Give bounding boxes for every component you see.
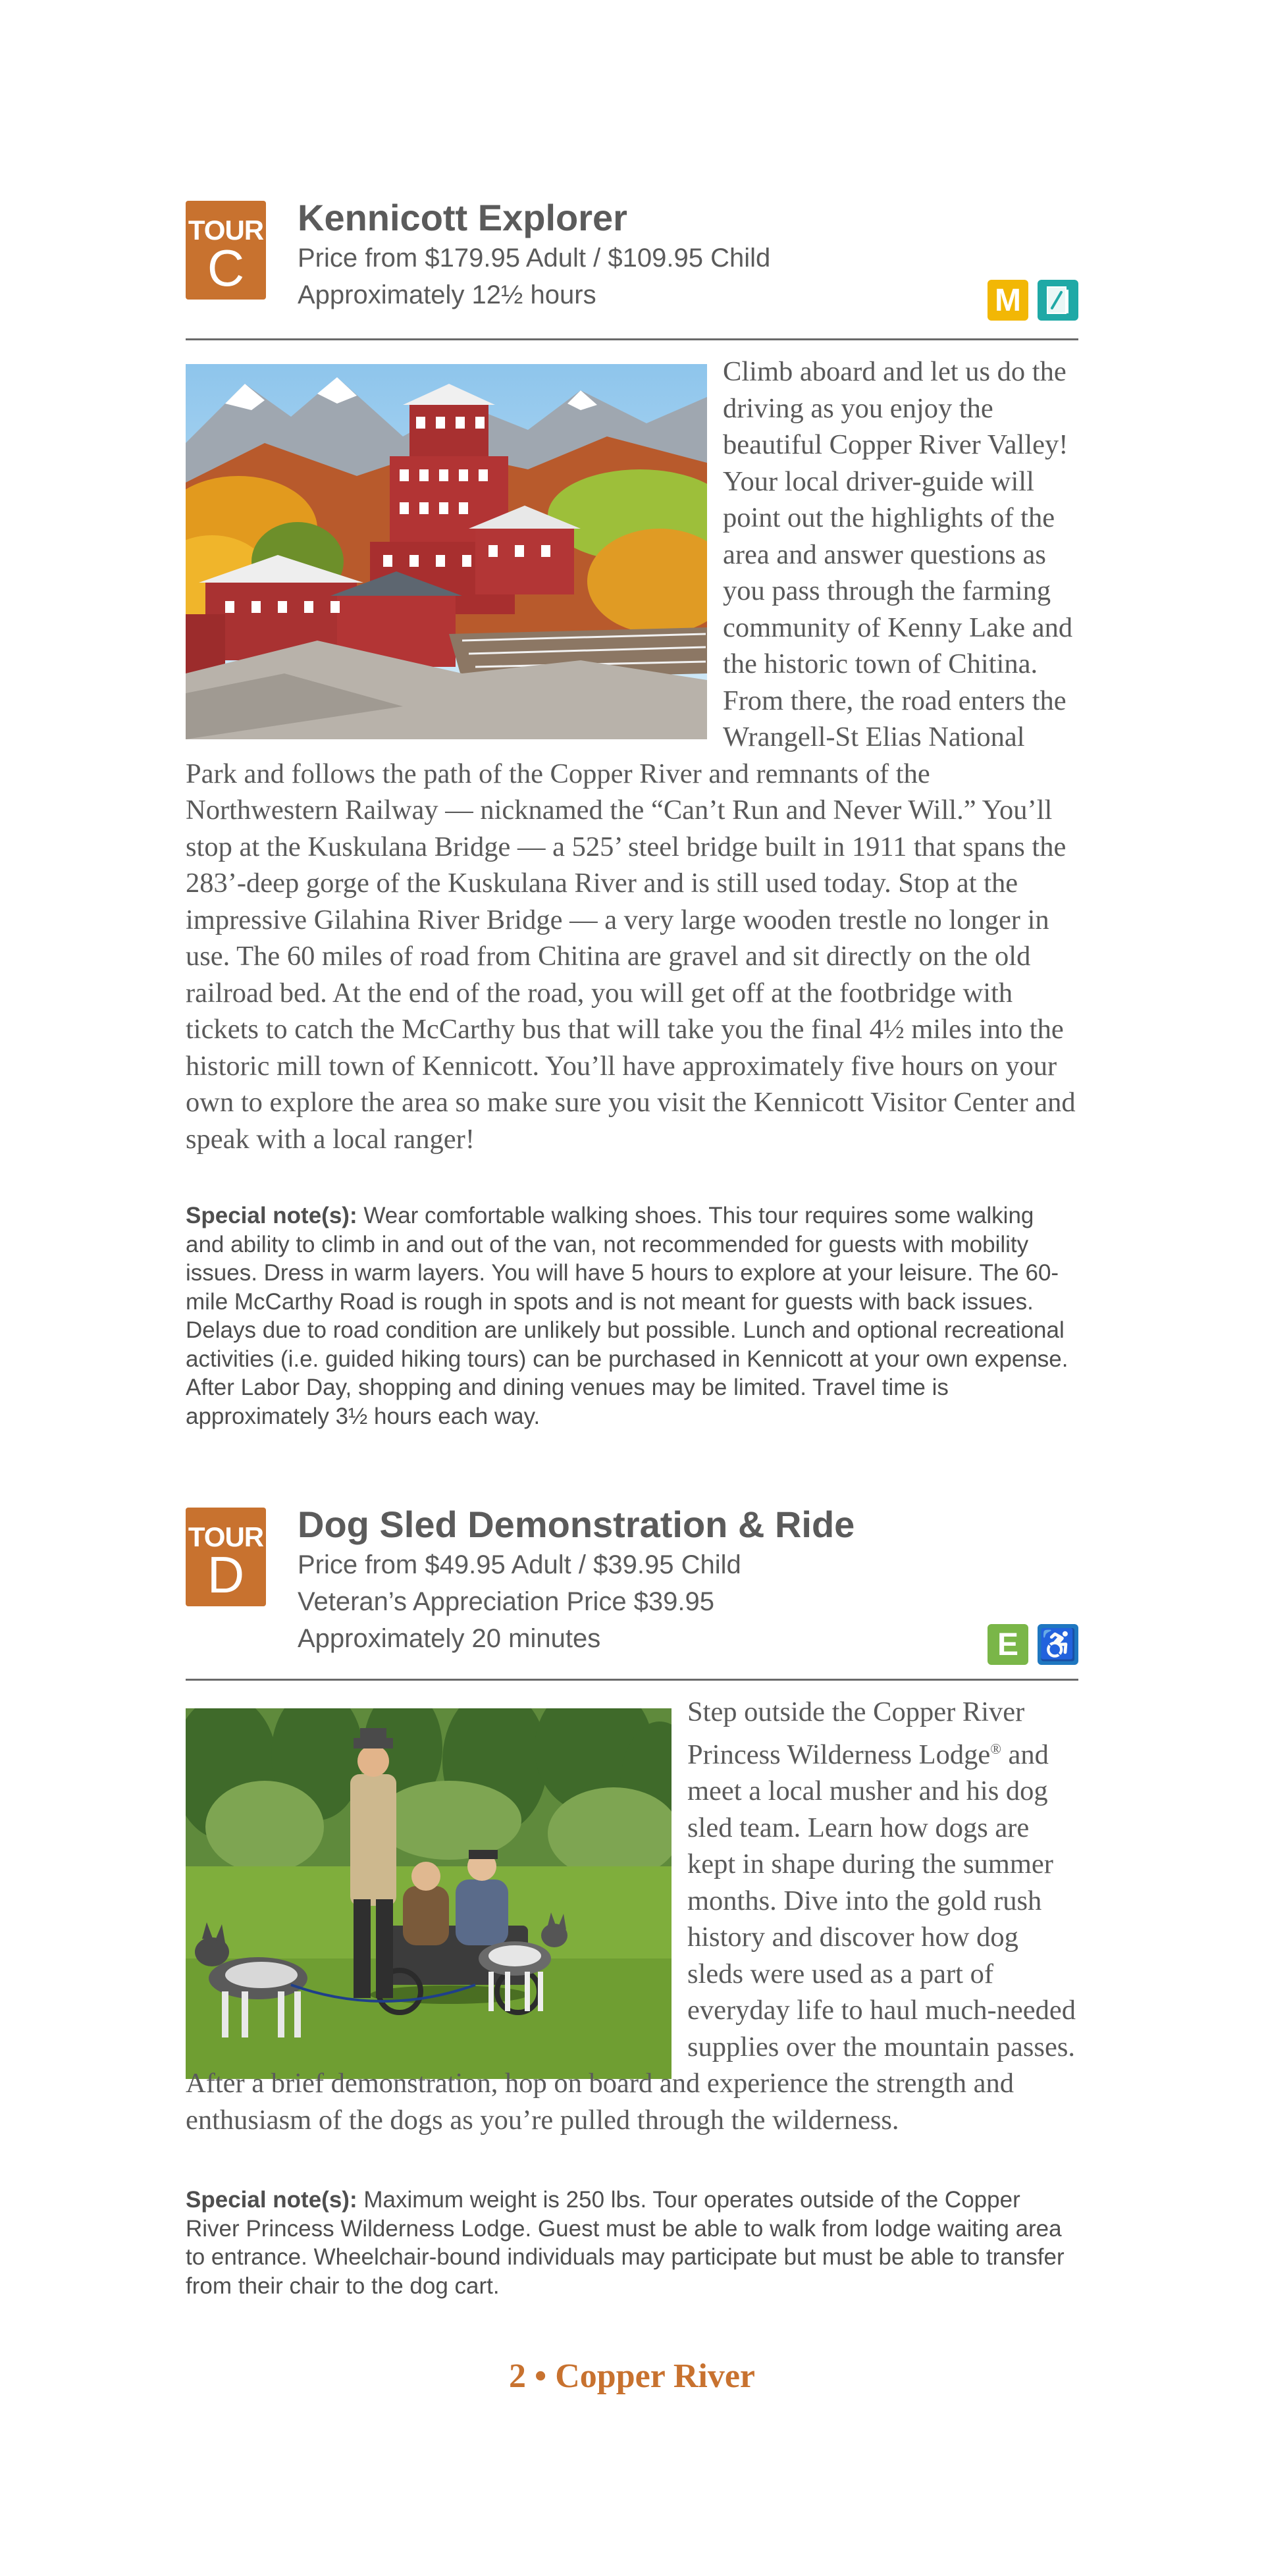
tour-d-description: Step outside the Copper River Princess Wilderness Lodge® and meet a local musher and his dog sled team. Learn how dogs are kept in shape during the summer months. Dive into the gold rush history and discover how dog sleds were used as a part of everyday life to haul much-needed supplies over the mountain passes. After a brief demonstration, hop on board and experience the strength and enthusiasm of the dogs as you’re pulled through the wilderness. — [186, 1696, 1076, 2136]
tour-d-special-notes — [186, 2186, 1078, 2300]
tour-veteran-price: Veteran’s Appreciation Price $39.95 — [298, 1587, 715, 1616]
note-label: Special note(s): — [186, 2187, 357, 2213]
meal-included-icon — [1038, 280, 1078, 321]
wheelchair-accessible-icon: ♿ — [1038, 1624, 1078, 1665]
tour-c-header — [298, 196, 770, 313]
meal-icon-glyph — [1043, 284, 1072, 316]
tour-d-icons — [988, 1624, 1078, 1665]
tour-c-divider — [186, 338, 1078, 340]
tour-word: TOUR — [188, 1521, 264, 1552]
registered-mark: ® — [990, 1740, 1001, 1757]
note-text: Maximum weight is 250 lbs. Tour operates outside of the Copper River Princess Wilderness Lodge. Guest must be able to walk from lodge waiting area to entrance. Wheelchair-bound individuals may participate but must be able to transfer from their chair to the dog cart. — [186, 2187, 1065, 2299]
tour-duration: Approximately 12½ hours — [298, 280, 596, 309]
tour-title: Kennicott Explorer — [298, 197, 627, 238]
footer-section-name: Copper River — [555, 2357, 755, 2395]
tour-title: Dog Sled Demonstration & Ride — [298, 1504, 855, 1545]
easy-activity-icon: E — [988, 1624, 1028, 1665]
page-footer — [0, 2357, 1264, 2396]
tour-letter: D — [207, 1546, 245, 1604]
tour-c-description: Climb aboard and let us do the driving as you enjoy the beautiful Copper River Valley! Your local driver-guide will point out the highlights of the area and answer questions as you pass through the farming community of Kenny Lake and the historic town of Chitina. From there, the road enters the Wrangell-St Elias National Park and follows the path of the Copper River and remnants of the Northwestern Railway — nicknamed the “Can’t Run and Never Will.” You’ll stop at the Kuskulana Bridge — a 525’ steel bridge built in 1911 that spans the 283’-deep gorge of the Kuskulana River and is still used today. Stop at the impressive Gilahina River Bridge — a very large wooden trestle no longer in use. The 60 miles of road from Chitina are gravel and sit directly on the old railroad bed. At the end of the road, you will get off at the footbridge with tickets to catch the McCarthy bus that will take you the final 4½ miles into the historic mill town of Kennicott. You’ll have approximately five hours on your own to explore the area so make sure you visit the Kennicott Visitor Center and speak with a local ranger! — [186, 356, 1076, 1155]
tour-price: Price from $179.95 Adult / $109.95 Child — [298, 244, 771, 273]
note-label: Special note(s): — [186, 1203, 357, 1228]
tour-c-badge — [186, 201, 266, 300]
tour-word: TOUR — [188, 215, 264, 246]
tour-price: Price from $49.95 Adult / $39.95 Child — [298, 1550, 741, 1579]
tour-d-section — [186, 1504, 1078, 2299]
tour-d-header — [298, 1503, 855, 1657]
tour-c-section — [186, 197, 1078, 1445]
footer-separator: • — [535, 2357, 547, 2395]
tour-c-icons — [988, 280, 1078, 321]
moderate-activity-icon: M — [988, 280, 1028, 321]
tour-d-badge — [186, 1508, 266, 1606]
tour-c-special-notes — [186, 1201, 1078, 1431]
tour-d-divider — [186, 1679, 1078, 1681]
tour-duration: Approximately 20 minutes — [298, 1624, 601, 1653]
tour-letter: C — [207, 239, 245, 297]
page-number: 2 — [509, 2357, 526, 2395]
note-text: Wear comfortable walking shoes. This tour requires some walking and ability to climb in and out of the van, not recommended for guests with mobility issues. Dress in warm layers. You will have 5 hours to explore at your leisure. The 60-mile McCarthy Road is rough in spots and is not meant for guests with back issues. Delays due to road condition are unlikely but possible. Lunch and optional recreational activities (i.e. guided hiking tours) can be purchased in Kennicott at your own expense. After Labor Day, shopping and dining venues may be limited. Travel time is approximately 3½ hours each way. — [186, 1203, 1068, 1429]
